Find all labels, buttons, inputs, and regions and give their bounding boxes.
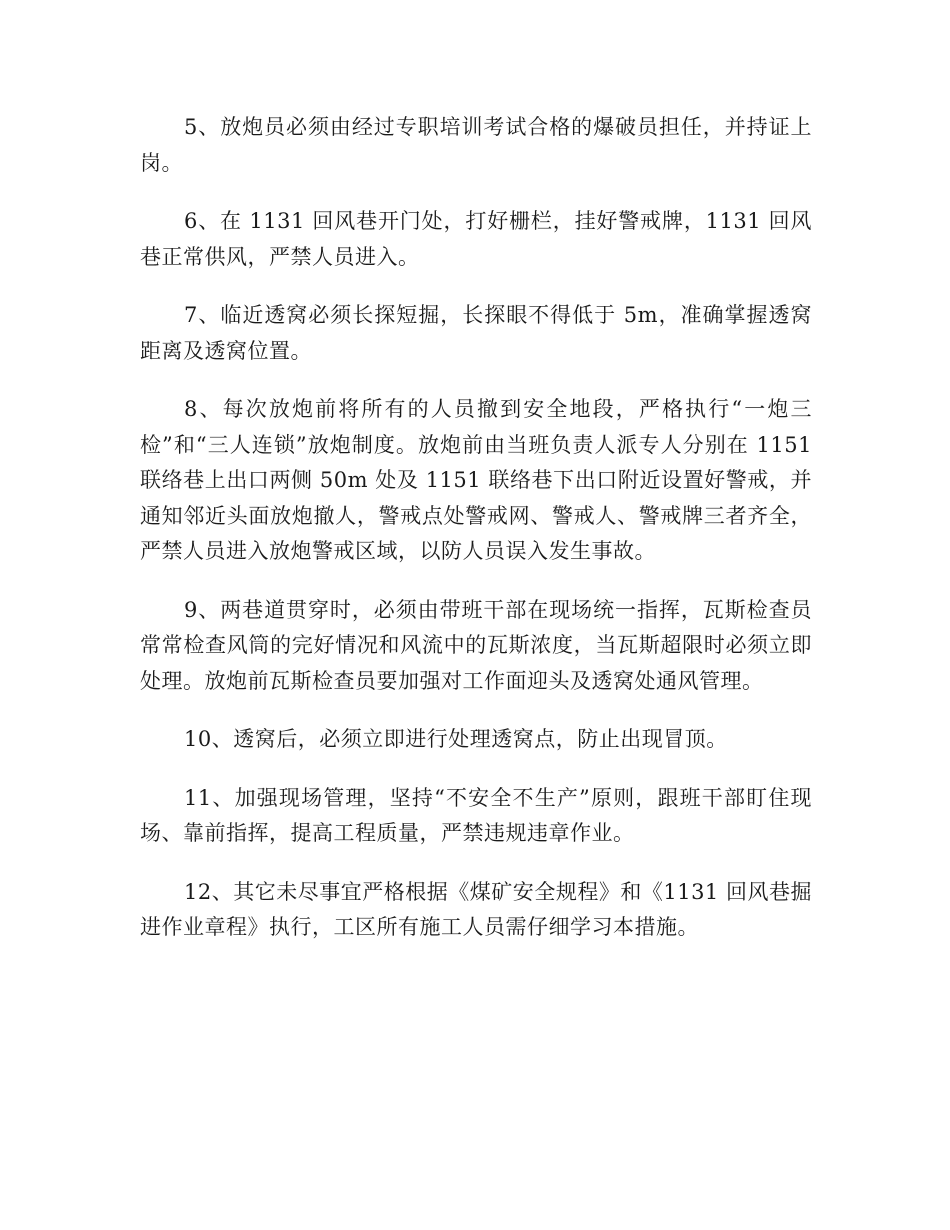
paragraph-item-10: 10、透窝后，必须立即进行处理透窝点，防止出现冒顶。 — [184, 727, 728, 751]
paragraph-item-11: 11、加强现场管理，坚持“不安全不生产”原则，跟班干部盯住现场、靠前指挥，提高工程质量，严禁违规违章作业。 — [140, 785, 812, 845]
document-body — [140, 110, 812, 969]
paragraph-item-5: 5、放炮员必须由经过专职培训考试合格的爆破员担任，并持证上岗。 — [140, 115, 812, 175]
paragraph-item-8: 8、每次放炮前将所有的人员撤到安全地段，严格执行“一炮三检”和“三人连锁”放炮制度。放炮前由当班负责人派专人分别在 1151 联络巷上出口两侧 50m 处及 1151 联络巷下出口附近设置好警戒，并通知邻近头面放炮撤人，警戒点处警戒网、警戒人、警戒牌三者齐全，严禁人员进入放炮警戒区域，以防人员误入发生事故。 — [140, 397, 812, 563]
paragraph-item-7: 7、临近透窝必须长探短掘，长探眼不得低于 5m，准确掌握透窝距离及透窝位置。 — [140, 303, 812, 363]
paragraph-item-9: 9、两巷道贯穿时，必须由带班干部在现场统一指挥，瓦斯检查员常常检查风筒的完好情况和风流中的瓦斯浓度，当瓦斯超限时必须立即处理。放炮前瓦斯检查员要加强对工作面迎头及透窝处通风管理。 — [140, 597, 812, 693]
paragraph-item-6: 6、在 1131 回风巷开门处，打好栅栏，挂好警戒牌，1131 回风巷正常供风，严禁人员进入。 — [140, 209, 812, 269]
paragraph-item-12: 12、其它未尽事宜严格根据《煤矿安全规程》和《1131 回风巷掘进作业章程》执行，工区所有施工人员需仔细学习本措施。 — [140, 879, 812, 939]
